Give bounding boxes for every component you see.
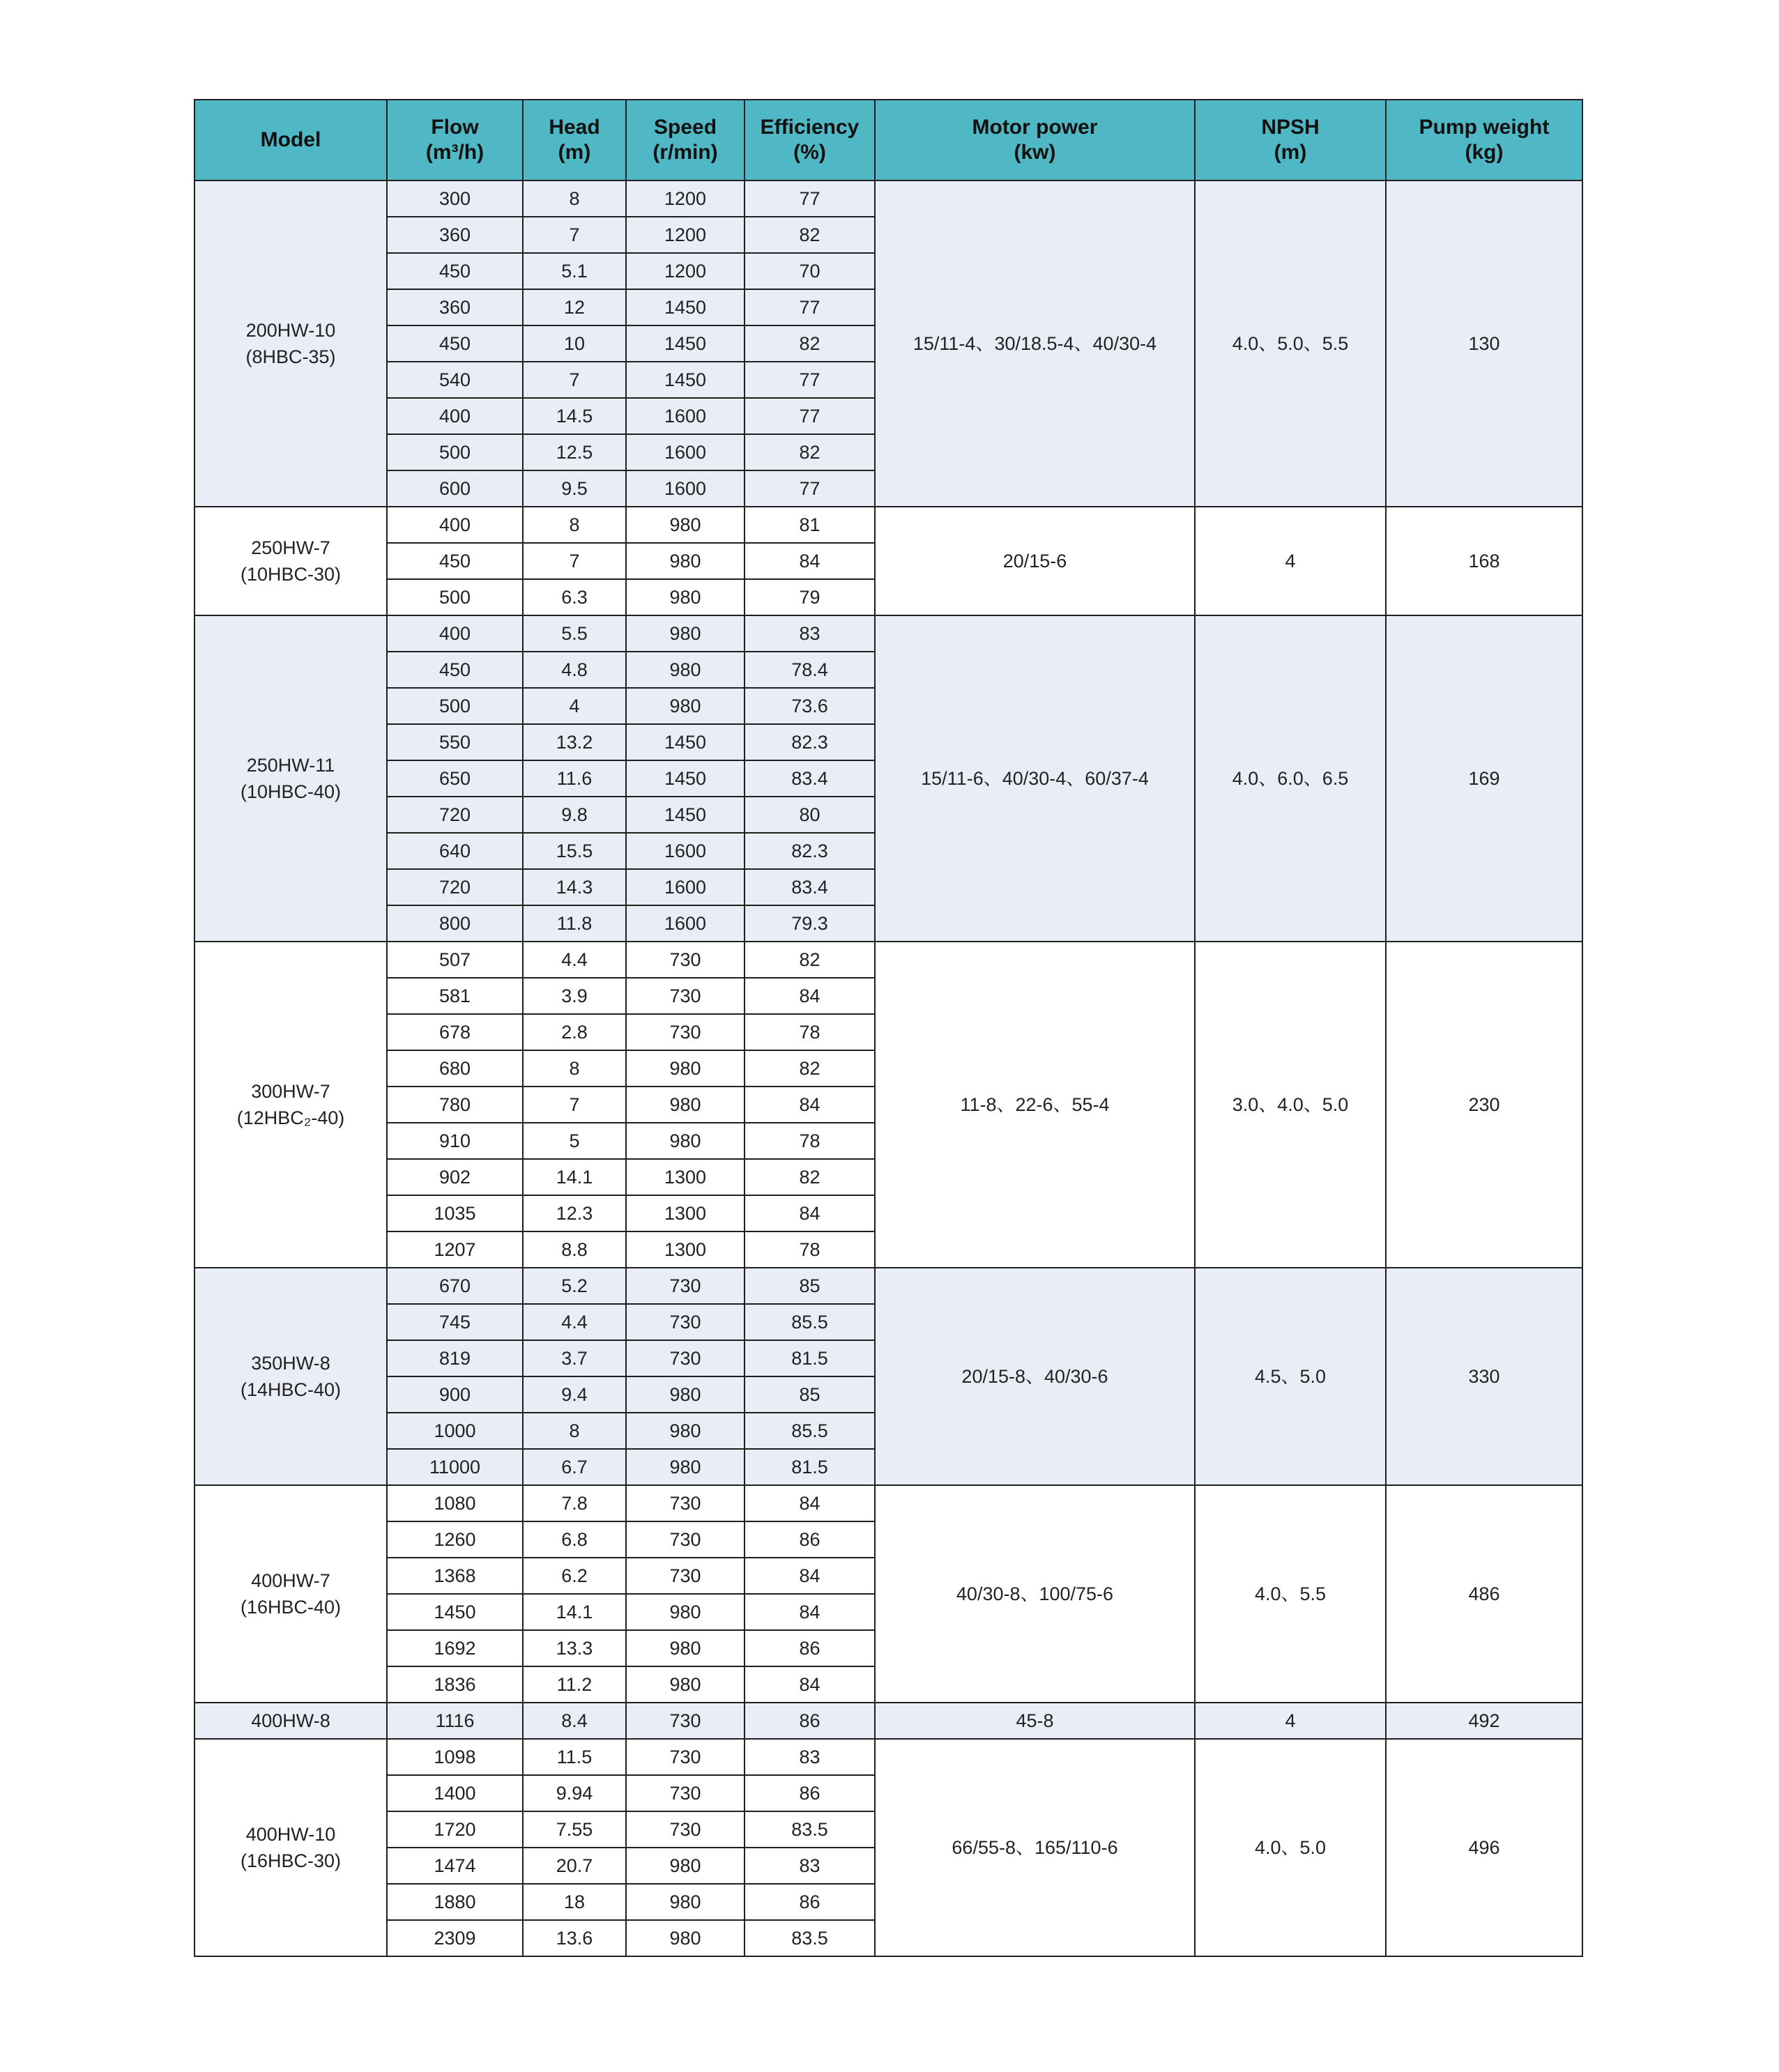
head-cell: 3.7 xyxy=(523,1340,626,1376)
head-cell: 5.1 xyxy=(523,253,626,289)
speed-cell: 1600 xyxy=(626,905,745,942)
flow-cell: 1098 xyxy=(387,1739,523,1775)
head-cell: 11.8 xyxy=(523,905,626,942)
speed-cell: 730 xyxy=(626,1340,745,1376)
table-row xyxy=(194,1739,1582,1775)
flow-cell: 650 xyxy=(387,760,523,797)
head-cell: 2.8 xyxy=(523,1014,626,1050)
efficiency-cell: 82 xyxy=(745,325,875,362)
model-group xyxy=(194,1739,1582,1956)
efficiency-cell: 84 xyxy=(745,1666,875,1703)
speed-cell: 730 xyxy=(626,1811,745,1848)
model-group xyxy=(194,1268,1582,1485)
pump-weight-cell: 496 xyxy=(1386,1739,1582,1956)
efficiency-cell: 84 xyxy=(745,1594,875,1630)
table-row xyxy=(194,507,1582,543)
head-cell: 11.6 xyxy=(523,760,626,797)
speed-cell: 1450 xyxy=(626,797,745,833)
efficiency-cell: 80 xyxy=(745,797,875,833)
model-name: 400HW-10 xyxy=(245,1824,336,1845)
head-cell: 7 xyxy=(523,362,626,398)
column-header-unit: (m) xyxy=(558,141,591,164)
flow-cell: 720 xyxy=(387,797,523,833)
flow-cell: 900 xyxy=(387,1376,523,1413)
speed-cell: 980 xyxy=(626,1413,745,1449)
column-header-title: NPSH xyxy=(1261,116,1320,139)
motor-power-cell: 40/30-8、100/75-6 xyxy=(875,1485,1195,1703)
header-row xyxy=(194,100,1582,181)
flow-cell: 1080 xyxy=(387,1485,523,1521)
model-group xyxy=(194,615,1582,942)
flow-cell: 1400 xyxy=(387,1775,523,1811)
flow-cell: 2309 xyxy=(387,1920,523,1956)
head-cell: 4 xyxy=(523,688,626,724)
speed-cell: 730 xyxy=(626,1521,745,1558)
motor-power-cell: 45-8 xyxy=(875,1703,1195,1739)
flow-cell: 1720 xyxy=(387,1811,523,1848)
efficiency-cell: 82 xyxy=(745,1050,875,1087)
efficiency-cell: 84 xyxy=(745,1087,875,1123)
flow-cell: 1880 xyxy=(387,1884,523,1920)
column-header-title: Speed xyxy=(653,116,717,139)
column-header-unit: (%) xyxy=(793,141,826,164)
flow-cell: 450 xyxy=(387,543,523,579)
efficiency-cell: 78 xyxy=(745,1231,875,1268)
flow-cell: 450 xyxy=(387,253,523,289)
efficiency-cell: 86 xyxy=(745,1775,875,1811)
efficiency-cell: 83 xyxy=(745,1848,875,1884)
model-cell xyxy=(194,615,387,942)
head-cell: 18 xyxy=(523,1884,626,1920)
flow-cell: 1368 xyxy=(387,1558,523,1594)
speed-cell: 1450 xyxy=(626,362,745,398)
model-name: 200HW-10 xyxy=(245,320,336,341)
efficiency-cell: 82.3 xyxy=(745,724,875,760)
efficiency-cell: 77 xyxy=(745,398,875,434)
column-header-model xyxy=(194,100,387,181)
model-cell xyxy=(194,1739,387,1956)
head-cell: 7.55 xyxy=(523,1811,626,1848)
speed-cell: 1600 xyxy=(626,398,745,434)
speed-cell: 980 xyxy=(626,615,745,652)
efficiency-cell: 79.3 xyxy=(745,905,875,942)
npsh-cell: 4.0、5.0 xyxy=(1195,1739,1386,1956)
flow-cell: 910 xyxy=(387,1123,523,1159)
speed-cell: 1300 xyxy=(626,1159,745,1195)
efficiency-cell: 82 xyxy=(745,217,875,253)
flow-cell: 360 xyxy=(387,289,523,325)
speed-cell: 1450 xyxy=(626,724,745,760)
speed-cell: 730 xyxy=(626,942,745,978)
efficiency-cell: 81 xyxy=(745,507,875,543)
table-row xyxy=(194,1485,1582,1521)
head-cell: 7 xyxy=(523,543,626,579)
speed-cell: 1200 xyxy=(626,181,745,217)
speed-cell: 1600 xyxy=(626,833,745,869)
efficiency-cell: 83 xyxy=(745,1739,875,1775)
model-cell xyxy=(194,942,387,1268)
efficiency-cell: 78 xyxy=(745,1014,875,1050)
model-cell xyxy=(194,1485,387,1703)
pump-weight-cell: 130 xyxy=(1386,181,1582,507)
npsh-cell: 4 xyxy=(1195,1703,1386,1739)
efficiency-cell: 70 xyxy=(745,253,875,289)
efficiency-cell: 83 xyxy=(745,615,875,652)
efficiency-cell: 78 xyxy=(745,1123,875,1159)
speed-cell: 1600 xyxy=(626,470,745,507)
efficiency-cell: 85 xyxy=(745,1376,875,1413)
efficiency-cell: 85.5 xyxy=(745,1413,875,1449)
head-cell: 5 xyxy=(523,1123,626,1159)
flow-cell: 400 xyxy=(387,398,523,434)
speed-cell: 980 xyxy=(626,1376,745,1413)
flow-cell: 1692 xyxy=(387,1630,523,1666)
model-cell xyxy=(194,1268,387,1485)
speed-cell: 980 xyxy=(626,652,745,688)
speed-cell: 730 xyxy=(626,1014,745,1050)
speed-cell: 980 xyxy=(626,1123,745,1159)
model-group xyxy=(194,1703,1582,1739)
head-cell: 4.4 xyxy=(523,1304,626,1340)
flow-cell: 1474 xyxy=(387,1848,523,1884)
flow-cell: 500 xyxy=(387,688,523,724)
speed-cell: 980 xyxy=(626,543,745,579)
flow-cell: 581 xyxy=(387,978,523,1014)
head-cell: 5.5 xyxy=(523,615,626,652)
speed-cell: 1450 xyxy=(626,760,745,797)
speed-cell: 730 xyxy=(626,1703,745,1739)
head-cell: 9.4 xyxy=(523,1376,626,1413)
pump-weight-cell: 168 xyxy=(1386,507,1582,615)
efficiency-cell: 77 xyxy=(745,470,875,507)
model-name: 300HW-7 xyxy=(251,1081,330,1102)
head-cell: 10 xyxy=(523,325,626,362)
motor-power-cell: 20/15-6 xyxy=(875,507,1195,615)
head-cell: 4.8 xyxy=(523,652,626,688)
model-cell xyxy=(194,507,387,615)
speed-cell: 980 xyxy=(626,1848,745,1884)
flow-cell: 507 xyxy=(387,942,523,978)
head-cell: 6.3 xyxy=(523,579,626,615)
head-cell: 6.8 xyxy=(523,1521,626,1558)
efficiency-cell: 79 xyxy=(745,579,875,615)
efficiency-cell: 84 xyxy=(745,1195,875,1231)
efficiency-cell: 82.3 xyxy=(745,833,875,869)
column-header-npsh xyxy=(1195,100,1386,181)
flow-cell: 1035 xyxy=(387,1195,523,1231)
efficiency-cell: 78.4 xyxy=(745,652,875,688)
flow-cell: 1000 xyxy=(387,1413,523,1449)
head-cell: 12.3 xyxy=(523,1195,626,1231)
column-header-efficiency xyxy=(745,100,875,181)
column-header-title: Pump weight xyxy=(1419,116,1550,139)
head-cell: 8.8 xyxy=(523,1231,626,1268)
flow-cell: 550 xyxy=(387,724,523,760)
speed-cell: 980 xyxy=(626,688,745,724)
head-cell: 8 xyxy=(523,1413,626,1449)
speed-cell: 730 xyxy=(626,1485,745,1521)
model-alias: (16HBC-30) xyxy=(240,1850,342,1871)
head-cell: 14.1 xyxy=(523,1159,626,1195)
npsh-cell: 4.0、6.0、6.5 xyxy=(1195,615,1386,942)
efficiency-cell: 83.4 xyxy=(745,760,875,797)
table-row xyxy=(194,1268,1582,1304)
head-cell: 12 xyxy=(523,289,626,325)
flow-cell: 400 xyxy=(387,507,523,543)
flow-cell: 720 xyxy=(387,869,523,905)
efficiency-cell: 82 xyxy=(745,434,875,470)
speed-cell: 980 xyxy=(626,1630,745,1666)
model-name: 350HW-8 xyxy=(251,1353,330,1374)
column-header-pump-weight xyxy=(1386,100,1582,181)
head-cell: 6.7 xyxy=(523,1449,626,1485)
efficiency-cell: 84 xyxy=(745,1485,875,1521)
efficiency-cell: 85.5 xyxy=(745,1304,875,1340)
flow-cell: 1207 xyxy=(387,1231,523,1268)
speed-cell: 730 xyxy=(626,1775,745,1811)
model-alias: (16HBC-40) xyxy=(240,1597,342,1618)
head-cell: 7 xyxy=(523,217,626,253)
head-cell: 13.3 xyxy=(523,1630,626,1666)
column-header-title: Head xyxy=(549,116,600,139)
model-alias: (12HBC₂-40) xyxy=(236,1107,345,1128)
head-cell: 9.94 xyxy=(523,1775,626,1811)
flow-cell: 600 xyxy=(387,470,523,507)
efficiency-cell: 86 xyxy=(745,1884,875,1920)
speed-cell: 980 xyxy=(626,507,745,543)
flow-cell: 11000 xyxy=(387,1449,523,1485)
flow-cell: 745 xyxy=(387,1304,523,1340)
flow-cell: 678 xyxy=(387,1014,523,1050)
column-header-title: Flow xyxy=(431,116,479,139)
head-cell: 13.2 xyxy=(523,724,626,760)
column-header-title: Model xyxy=(260,128,321,151)
flow-cell: 400 xyxy=(387,615,523,652)
speed-cell: 730 xyxy=(626,1268,745,1304)
npsh-cell: 4 xyxy=(1195,507,1386,615)
flow-cell: 640 xyxy=(387,833,523,869)
model-group xyxy=(194,181,1582,507)
column-header-unit: (r/min) xyxy=(652,141,718,164)
head-cell: 9.5 xyxy=(523,470,626,507)
speed-cell: 1300 xyxy=(626,1231,745,1268)
column-header-unit: (kw) xyxy=(1014,141,1056,164)
column-header-unit: (m) xyxy=(1274,141,1307,164)
model-name: 400HW-8 xyxy=(251,1710,330,1731)
column-header-head xyxy=(523,100,626,181)
pump-weight-cell: 486 xyxy=(1386,1485,1582,1703)
flow-cell: 670 xyxy=(387,1268,523,1304)
flow-cell: 1260 xyxy=(387,1521,523,1558)
speed-cell: 1600 xyxy=(626,434,745,470)
head-cell: 12.5 xyxy=(523,434,626,470)
pump-weight-cell: 330 xyxy=(1386,1268,1582,1485)
head-cell: 14.5 xyxy=(523,398,626,434)
flow-cell: 800 xyxy=(387,905,523,942)
flow-cell: 819 xyxy=(387,1340,523,1376)
efficiency-cell: 86 xyxy=(745,1630,875,1666)
head-cell: 8.4 xyxy=(523,1703,626,1739)
column-header-speed xyxy=(626,100,745,181)
model-alias: (8HBC-35) xyxy=(245,346,336,367)
flow-cell: 902 xyxy=(387,1159,523,1195)
efficiency-cell: 84 xyxy=(745,978,875,1014)
column-header-flow xyxy=(387,100,523,181)
speed-cell: 1200 xyxy=(626,217,745,253)
speed-cell: 1200 xyxy=(626,253,745,289)
motor-power-cell: 66/55-8、165/110-6 xyxy=(875,1739,1195,1956)
npsh-cell: 4.0、5.5 xyxy=(1195,1485,1386,1703)
model-name: 250HW-7 xyxy=(251,537,330,558)
head-cell: 8 xyxy=(523,1050,626,1087)
model-name: 400HW-7 xyxy=(251,1570,330,1591)
model-alias: (10HBC-40) xyxy=(240,781,342,802)
efficiency-cell: 73.6 xyxy=(745,688,875,724)
speed-cell: 980 xyxy=(626,1884,745,1920)
model-alias: (14HBC-40) xyxy=(240,1379,342,1400)
model-name: 250HW-11 xyxy=(246,755,335,776)
efficiency-cell: 86 xyxy=(745,1703,875,1739)
npsh-cell: 4.5、5.0 xyxy=(1195,1268,1386,1485)
pump-weight-cell: 492 xyxy=(1386,1703,1582,1739)
flow-cell: 780 xyxy=(387,1087,523,1123)
speed-cell: 980 xyxy=(626,1449,745,1485)
head-cell: 8 xyxy=(523,181,626,217)
efficiency-cell: 84 xyxy=(745,543,875,579)
flow-cell: 1836 xyxy=(387,1666,523,1703)
flow-cell: 540 xyxy=(387,362,523,398)
column-header-title: Efficiency xyxy=(760,116,860,139)
speed-cell: 980 xyxy=(626,579,745,615)
speed-cell: 1600 xyxy=(626,869,745,905)
efficiency-cell: 83.4 xyxy=(745,869,875,905)
flow-cell: 1116 xyxy=(387,1703,523,1739)
efficiency-cell: 83.5 xyxy=(745,1811,875,1848)
efficiency-cell: 81.5 xyxy=(745,1340,875,1376)
efficiency-cell: 85 xyxy=(745,1268,875,1304)
pump-weight-cell: 230 xyxy=(1386,942,1582,1268)
efficiency-cell: 82 xyxy=(745,1159,875,1195)
flow-cell: 450 xyxy=(387,652,523,688)
speed-cell: 980 xyxy=(626,1920,745,1956)
head-cell: 3.9 xyxy=(523,978,626,1014)
pump-weight-cell: 169 xyxy=(1386,615,1582,942)
efficiency-cell: 77 xyxy=(745,181,875,217)
model-alias: (10HBC-30) xyxy=(240,564,342,585)
column-header-unit: (kg) xyxy=(1465,141,1504,164)
pump-spec-table xyxy=(194,99,1583,1957)
flow-cell: 450 xyxy=(387,325,523,362)
speed-cell: 1300 xyxy=(626,1195,745,1231)
speed-cell: 980 xyxy=(626,1666,745,1703)
flow-cell: 500 xyxy=(387,579,523,615)
table-row xyxy=(194,615,1582,652)
head-cell: 4.4 xyxy=(523,942,626,978)
head-cell: 6.2 xyxy=(523,1558,626,1594)
efficiency-cell: 81.5 xyxy=(745,1449,875,1485)
head-cell: 7.8 xyxy=(523,1485,626,1521)
flow-cell: 360 xyxy=(387,217,523,253)
flow-cell: 300 xyxy=(387,181,523,217)
efficiency-cell: 83.5 xyxy=(745,1920,875,1956)
model-group xyxy=(194,1485,1582,1703)
table-row xyxy=(194,942,1582,978)
speed-cell: 980 xyxy=(626,1087,745,1123)
head-cell: 5.2 xyxy=(523,1268,626,1304)
column-header-motor-power xyxy=(875,100,1195,181)
motor-power-cell: 20/15-8、40/30-6 xyxy=(875,1268,1195,1485)
table-header xyxy=(194,100,1582,181)
motor-power-cell: 11-8、22-6、55-4 xyxy=(875,942,1195,1268)
model-cell xyxy=(194,181,387,507)
speed-cell: 1450 xyxy=(626,289,745,325)
head-cell: 11.5 xyxy=(523,1739,626,1775)
motor-power-cell: 15/11-6、40/30-4、60/37-4 xyxy=(875,615,1195,942)
speed-cell: 980 xyxy=(626,1050,745,1087)
head-cell: 14.1 xyxy=(523,1594,626,1630)
table-row xyxy=(194,181,1582,217)
npsh-cell: 4.0、5.0、5.5 xyxy=(1195,181,1386,507)
efficiency-cell: 77 xyxy=(745,362,875,398)
speed-cell: 730 xyxy=(626,1558,745,1594)
head-cell: 8 xyxy=(523,507,626,543)
flow-cell: 1450 xyxy=(387,1594,523,1630)
head-cell: 9.8 xyxy=(523,797,626,833)
flow-cell: 680 xyxy=(387,1050,523,1087)
column-header-unit: (m³/h) xyxy=(425,141,484,164)
model-group xyxy=(194,507,1582,615)
flow-cell: 500 xyxy=(387,434,523,470)
head-cell: 7 xyxy=(523,1087,626,1123)
speed-cell: 980 xyxy=(626,1594,745,1630)
efficiency-cell: 82 xyxy=(745,942,875,978)
speed-cell: 730 xyxy=(626,978,745,1014)
head-cell: 11.2 xyxy=(523,1666,626,1703)
column-header-title: Motor power xyxy=(972,116,1098,139)
efficiency-cell: 86 xyxy=(745,1521,875,1558)
efficiency-cell: 84 xyxy=(745,1558,875,1594)
model-group xyxy=(194,942,1582,1268)
head-cell: 13.6 xyxy=(523,1920,626,1956)
model-cell xyxy=(194,1703,387,1739)
efficiency-cell: 77 xyxy=(745,289,875,325)
table-row xyxy=(194,1703,1582,1739)
npsh-cell: 3.0、4.0、5.0 xyxy=(1195,942,1386,1268)
motor-power-cell: 15/11-4、30/18.5-4、40/30-4 xyxy=(875,181,1195,507)
speed-cell: 730 xyxy=(626,1739,745,1775)
speed-cell: 730 xyxy=(626,1304,745,1340)
head-cell: 14.3 xyxy=(523,869,626,905)
head-cell: 15.5 xyxy=(523,833,626,869)
speed-cell: 1450 xyxy=(626,325,745,362)
head-cell: 20.7 xyxy=(523,1848,626,1884)
